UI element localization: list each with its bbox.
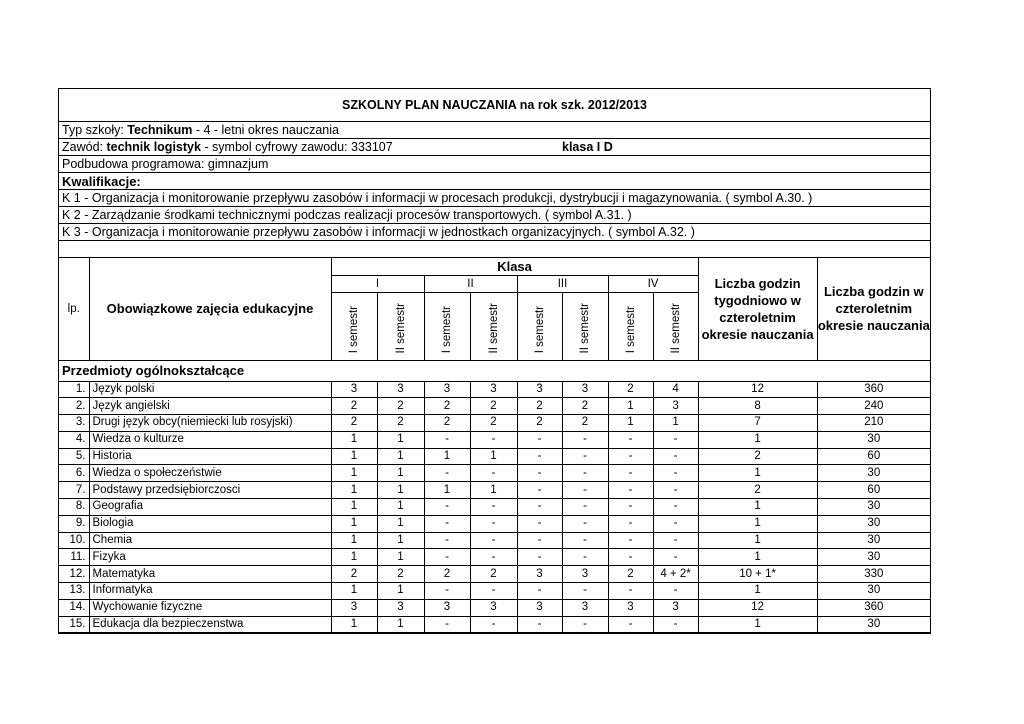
semester-hours: 3: [377, 599, 424, 616]
semester-hours: 2: [562, 415, 608, 432]
total-hours: 30: [817, 616, 930, 633]
semester-hours: 1: [331, 532, 377, 549]
semester-hours: 3: [562, 566, 608, 583]
semester-hours: -: [470, 499, 517, 516]
semester-hours: -: [470, 549, 517, 566]
table-row: [59, 549, 930, 566]
weekly-hours: 1: [698, 616, 817, 633]
weekly-hours: 12: [698, 599, 817, 616]
subject-name: Wiedza o kulturze: [89, 431, 331, 448]
semester-hours: 3: [653, 398, 698, 415]
semester-hours: -: [653, 515, 698, 532]
subject-name: Fizyka: [89, 549, 331, 566]
subject-name: Wychowanie fizyczne: [89, 599, 331, 616]
semester-hours: 2: [377, 415, 424, 432]
semester-hours: 2: [517, 415, 562, 432]
row-number: 1.: [59, 381, 89, 398]
semester-hours: -: [562, 583, 608, 600]
semester-hours: -: [424, 431, 470, 448]
year-header: III: [517, 275, 608, 292]
semester-hours: -: [608, 431, 653, 448]
school-type-label: Typ szkoły:: [62, 123, 128, 137]
semester-hours: -: [653, 465, 698, 482]
semester-hours: -: [608, 616, 653, 633]
semester-hours: -: [608, 465, 653, 482]
row-number: 11.: [59, 549, 89, 566]
lp-header: lp.: [59, 258, 89, 360]
row-number: 7.: [59, 482, 89, 499]
semester-hours: -: [470, 515, 517, 532]
semester-hours: 1: [331, 465, 377, 482]
weekly-hours: 2: [698, 448, 817, 465]
semester-hours: -: [653, 499, 698, 516]
semester-hours: 1: [377, 431, 424, 448]
semester-hours: -: [608, 448, 653, 465]
qualifications-heading: Kwalifikacje:: [59, 173, 930, 190]
semester-hours: -: [562, 482, 608, 499]
weekly-hours-header: Liczba godzin tygodniowo w czteroletnim okresie nauczania: [698, 258, 817, 360]
semester-hours: 2: [470, 415, 517, 432]
semester-hours: 1: [377, 583, 424, 600]
row-number: 6.: [59, 465, 89, 482]
semester-hours: -: [517, 583, 562, 600]
weekly-hours: 1: [698, 431, 817, 448]
table-row: [59, 566, 930, 583]
subject-name: Język polski: [89, 381, 331, 398]
semester-hours: -: [608, 515, 653, 532]
semester-hours: -: [424, 465, 470, 482]
total-hours: 240: [817, 398, 930, 415]
semester-hours: -: [653, 583, 698, 600]
subject-name: Edukacja dla bezpieczenstwa: [89, 616, 331, 633]
page-title: SZKOLNY PLAN NAUCZANIA na rok szk. 2012/2013: [59, 89, 930, 122]
semester-hours: 2: [470, 566, 517, 583]
weekly-hours: 1: [698, 515, 817, 532]
weekly-hours: 2: [698, 482, 817, 499]
semester-hours: 2: [377, 398, 424, 415]
semester-hours: 3: [331, 599, 377, 616]
qualification-k2: K 2 - Zarządzanie środkami technicznymi podczas realizacji procesów transportowych. ( symbol A.31. ): [59, 207, 930, 224]
subjects-body: [59, 381, 930, 633]
year-header: I: [331, 275, 424, 292]
semester-hours: 1: [424, 482, 470, 499]
row-number: 13.: [59, 583, 89, 600]
subject-name: Język angielski: [89, 398, 331, 415]
semester-hours: 1: [377, 448, 424, 465]
klasa-header: Klasa: [331, 258, 698, 275]
semester-hours: 4 + 2*: [653, 566, 698, 583]
semester-hours: -: [517, 499, 562, 516]
total-hours: 30: [817, 465, 930, 482]
semester-hours: 1: [608, 415, 653, 432]
row-number: 8.: [59, 499, 89, 516]
profession-value: technik logistyk: [106, 140, 201, 154]
weekly-hours: 1: [698, 465, 817, 482]
semester-hours: 3: [331, 381, 377, 398]
semester-hours: -: [424, 583, 470, 600]
weekly-hours: 1: [698, 583, 817, 600]
table-row: [59, 381, 930, 398]
semester-header: II semestr: [470, 292, 517, 360]
subject-name: Drugi język obcy(niemiecki lub rosyjski): [89, 415, 331, 432]
row-number: 15.: [59, 616, 89, 633]
table-row: [59, 465, 930, 482]
weekly-hours: 1: [698, 549, 817, 566]
weekly-hours: 7: [698, 415, 817, 432]
semester-hours: -: [562, 532, 608, 549]
weekly-hours: 1: [698, 499, 817, 516]
semester-hours: -: [424, 549, 470, 566]
subject-name: Geografia: [89, 499, 331, 516]
semester-hours: -: [517, 431, 562, 448]
semester-hours: -: [562, 499, 608, 516]
row-number: 12.: [59, 566, 89, 583]
row-number: 10.: [59, 532, 89, 549]
semester-header: I semestr: [608, 292, 653, 360]
semester-hours: -: [517, 616, 562, 633]
semester-hours: 1: [470, 482, 517, 499]
semester-hours: -: [653, 549, 698, 566]
qualification-k3: K 3 - Organizacja i monitorowanie przepływu zasobów i informacji w jednostkach organizacyjnych. ( symbol A.32. ): [59, 224, 930, 241]
row-number: 9.: [59, 515, 89, 532]
total-hours: 30: [817, 499, 930, 516]
profession-line: [59, 139, 930, 156]
blank-spacer-row: [59, 241, 930, 258]
row-number: 3.: [59, 415, 89, 432]
semester-hours: 1: [331, 616, 377, 633]
semester-hours: -: [424, 616, 470, 633]
semester-hours: 2: [424, 566, 470, 583]
semester-hours: -: [608, 499, 653, 516]
semester-hours: 2: [424, 415, 470, 432]
subject-name: Biologia: [89, 515, 331, 532]
table-row: [59, 448, 930, 465]
semester-hours: 2: [331, 398, 377, 415]
semester-hours: -: [424, 515, 470, 532]
qualification-k1: K 1 - Organizacja i monitorowanie przepływu zasobów i informacji w procesach produkcji, dystrybucji i magazynowania. ( symbol A.30. ): [59, 190, 930, 207]
semester-hours: 2: [608, 566, 653, 583]
semester-hours: 2: [470, 398, 517, 415]
semester-hours: -: [653, 532, 698, 549]
semester-hours: 1: [331, 482, 377, 499]
profession-label: Zawód:: [62, 140, 107, 154]
study-plan-sheet: [58, 88, 931, 634]
semester-hours: -: [470, 465, 517, 482]
semester-hours: -: [424, 532, 470, 549]
semester-hours: 1: [331, 499, 377, 516]
semester-hours: 3: [653, 599, 698, 616]
semester-hours: 1: [331, 448, 377, 465]
table-row: [59, 599, 930, 616]
semester-hours: -: [562, 515, 608, 532]
subject-name: Podstawy przedsiębiorczosci: [89, 482, 331, 499]
semester-hours: 1: [377, 499, 424, 516]
school-type-line: [59, 122, 930, 139]
semester-hours: -: [653, 448, 698, 465]
year-header: II: [424, 275, 517, 292]
section-title: Przedmioty ogólnokształcące: [59, 360, 930, 381]
semester-hours: -: [470, 532, 517, 549]
row-number: 14.: [59, 599, 89, 616]
total-hours: 60: [817, 482, 930, 499]
semester-hours: -: [653, 431, 698, 448]
semester-hours: 3: [377, 381, 424, 398]
semester-hours: -: [562, 549, 608, 566]
table-row: [59, 482, 930, 499]
semester-hours: -: [562, 465, 608, 482]
plan-table: [59, 258, 930, 633]
semester-hours: 1: [331, 583, 377, 600]
semester-hours: 2: [517, 398, 562, 415]
subject-name: Historia: [89, 448, 331, 465]
semester-hours: 3: [424, 381, 470, 398]
semester-hours: -: [562, 616, 608, 633]
semester-hours: 1: [377, 549, 424, 566]
semester-hours: 3: [424, 599, 470, 616]
subject-name: Informatyka: [89, 583, 331, 600]
semester-hours: 4: [653, 381, 698, 398]
semester-hours: 3: [470, 599, 517, 616]
subjects-header: Obowiązkowe zajęcia edukacyjne: [89, 258, 331, 360]
semester-hours: -: [424, 499, 470, 516]
semester-hours: 1: [377, 616, 424, 633]
total-hours: 360: [817, 599, 930, 616]
semester-hours: -: [653, 482, 698, 499]
subject-name: Chemia: [89, 532, 331, 549]
semester-header: I semestr: [331, 292, 377, 360]
semester-header: II semestr: [377, 292, 424, 360]
semester-header: I semestr: [517, 292, 562, 360]
total-hours: 30: [817, 549, 930, 566]
table-row: [59, 616, 930, 633]
semester-hours: 2: [424, 398, 470, 415]
semester-hours: 1: [377, 515, 424, 532]
semester-hours: -: [562, 448, 608, 465]
semester-hours: 2: [377, 566, 424, 583]
semester-hours: 1: [377, 465, 424, 482]
semester-hours: 2: [331, 566, 377, 583]
base-line: Podbudowa programowa: gimnazjum: [59, 156, 930, 173]
semester-hours: 3: [562, 599, 608, 616]
semester-hours: 1: [331, 549, 377, 566]
class-label: klasa I D: [562, 140, 613, 154]
school-type-rest: - 4 - letni okres nauczania: [192, 123, 339, 137]
semester-hours: 1: [377, 482, 424, 499]
semester-hours: 3: [608, 599, 653, 616]
semester-hours: -: [517, 448, 562, 465]
semester-hours: 2: [562, 398, 608, 415]
semester-hours: -: [653, 616, 698, 633]
total-hours: 30: [817, 431, 930, 448]
semester-hours: 1: [331, 431, 377, 448]
total-hours: 60: [817, 448, 930, 465]
row-number: 2.: [59, 398, 89, 415]
weekly-hours: 1: [698, 532, 817, 549]
total-hours: 30: [817, 532, 930, 549]
semester-hours: 1: [424, 448, 470, 465]
semester-hours: -: [470, 583, 517, 600]
semester-header: II semestr: [562, 292, 608, 360]
weekly-hours: 12: [698, 381, 817, 398]
semester-hours: -: [517, 532, 562, 549]
semester-hours: -: [470, 616, 517, 633]
table-row: [59, 583, 930, 600]
semester-hours: 3: [562, 381, 608, 398]
weekly-hours: 10 + 1*: [698, 566, 817, 583]
semester-hours: 1: [331, 515, 377, 532]
total-hours: 30: [817, 583, 930, 600]
semester-hours: 3: [470, 381, 517, 398]
semester-hours: -: [517, 549, 562, 566]
semester-hours: 1: [608, 398, 653, 415]
semester-hours: -: [608, 482, 653, 499]
semester-hours: 3: [517, 566, 562, 583]
semester-hours: -: [517, 515, 562, 532]
semester-header: I semestr: [424, 292, 470, 360]
semester-hours: 3: [517, 599, 562, 616]
semester-hours: 1: [470, 448, 517, 465]
semester-hours: 1: [653, 415, 698, 432]
subject-name: Matematyka: [89, 566, 331, 583]
semester-header: II semestr: [653, 292, 698, 360]
table-row: [59, 431, 930, 448]
semester-hours: -: [470, 431, 517, 448]
semester-hours: 2: [331, 415, 377, 432]
semester-hours: -: [517, 465, 562, 482]
school-type-value: Technikum: [127, 123, 193, 137]
semester-hours: -: [608, 583, 653, 600]
subject-name: Wiedza o społeczeństwie: [89, 465, 331, 482]
table-row: [59, 532, 930, 549]
row-number: 5.: [59, 448, 89, 465]
semester-hours: -: [608, 532, 653, 549]
semester-hours: 3: [517, 381, 562, 398]
profession-rest: - symbol cyfrowy zawodu: 333107: [200, 140, 393, 154]
semester-hours: 2: [608, 381, 653, 398]
table-row: [59, 398, 930, 415]
total-hours: 210: [817, 415, 930, 432]
total-hours-header: Liczba godzin w czteroletnim okresie nauczania: [817, 258, 930, 360]
semester-hours: -: [608, 549, 653, 566]
total-hours: 330: [817, 566, 930, 583]
row-number: 4.: [59, 431, 89, 448]
table-row: [59, 515, 930, 532]
total-hours: 360: [817, 381, 930, 398]
total-hours: 30: [817, 515, 930, 532]
year-header: IV: [608, 275, 698, 292]
semester-hours: -: [562, 431, 608, 448]
table-row: [59, 415, 930, 432]
semester-hours: -: [517, 482, 562, 499]
semester-hours: 1: [377, 532, 424, 549]
weekly-hours: 8: [698, 398, 817, 415]
table-row: [59, 499, 930, 516]
